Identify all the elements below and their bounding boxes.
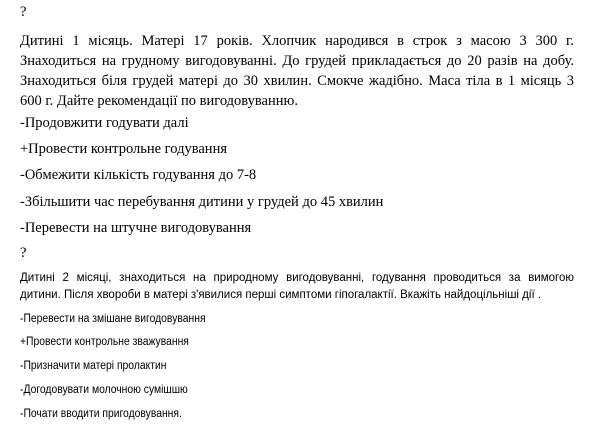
question-1-text-line: Знаходиться на грудному вигодовуванні. До грудей прикладається до 20 разів на добу. [20,53,574,69]
question-2-option-correct: +Провести контрольне зважування [20,336,189,348]
question-2-marker: ? [20,245,27,261]
question-1-option-correct: +Провести контрольне годування [20,141,228,157]
question-2-option: -Перевести на змішане вигодовування [20,313,206,325]
question-1-option: -Перевести на штучне вигодовування [20,220,252,236]
question-2-text-line: дитини. Після хвороби в матері з'явилися перші симптоми гіпогалактії. Вкажіть найдоцільніші дії . [20,289,542,301]
question-1-option: -Збільшити час перебування дитини у грудей до 45 хвилин [20,194,384,210]
question-2-option: -Призначити матері пролактин [20,360,167,372]
question-2-option: -Почати вводити пригодовування. [20,408,182,420]
question-1-option: -Обмежити кількість годування до 7-8 [20,167,257,183]
question-1-marker: ? [20,4,27,20]
question-1-text-line: 600 г. Дайте рекомендації по вигодовуванню. [20,93,298,109]
question-1-text-line: Знаходиться біля грудей матері до 30 хвилин. Смокче жадібно. Маса тіла в 1 місяць 3 [20,73,574,89]
question-1-option: -Продовжити годувати далі [20,115,189,131]
question-2-option: -Догодовувати молочною сумішшю [20,384,188,396]
question-2-text [20,270,574,304]
question-2-text-line: Дитині 2 місяці, знаходиться на природному вигодовуванні, годування проводиться за вимогою [20,272,574,284]
question-1-text-line: Дитині 1 місяць. Матері 17 років. Хлопчик народився в строк з масою 3 300 г. [20,33,574,49]
question-1-text [20,31,574,111]
